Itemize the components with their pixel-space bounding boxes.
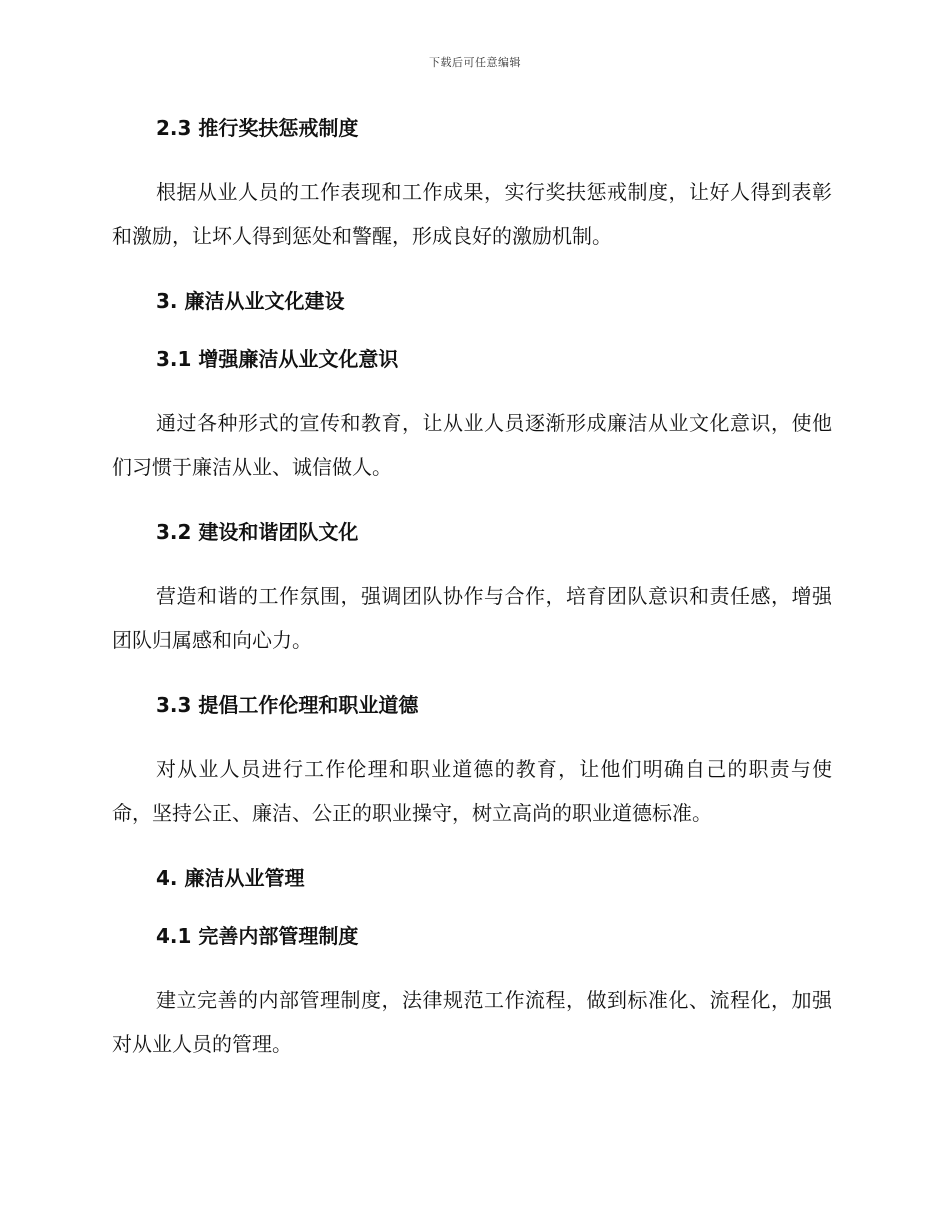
paragraph-reward-punishment: 根据从业人员的工作表现和工作成果，实行奖扶惩戒制度，让好人得到表彰和激励，让坏人得到惩处和警醒，形成良好的激励机制。 [112, 180, 832, 248]
paragraph-work-ethics: 对从业人员进行工作伦理和职业道德的教育，让他们明确自己的职责与使命，坚持公正、廉洁、公正的职业操守，树立高尚的职业道德标准。 [112, 757, 832, 825]
paragraph-team-culture: 营造和谐的工作氛围，强调团队协作与合作，培育团队意识和责任感，增强团队归属感和向心力。 [112, 584, 832, 652]
section-heading-3: 3. 廉洁从业文化建设 [156, 289, 345, 313]
paragraph-integrity-awareness: 通过各种形式的宣传和教育，让从业人员逐渐形成廉洁从业文化意识，使他们习惯于廉洁从业、诚信做人。 [112, 411, 832, 479]
section-heading-4: 4. 廉洁从业管理 [156, 866, 305, 890]
section-heading-3-1: 3.1 增强廉洁从业文化意识 [156, 347, 399, 371]
page-header: 下载后可任意编辑 [429, 56, 521, 69]
section-heading-4-1: 4.1 完善内部管理制度 [156, 924, 359, 948]
paragraph-internal-management: 建立完善的内部管理制度，法律规范工作流程，做到标准化、流程化，加强对从业人员的管理。 [112, 988, 832, 1056]
section-heading-3-2: 3.2 建设和谐团队文化 [156, 520, 359, 544]
section-heading-3-3: 3.3 提倡工作伦理和职业道德 [156, 693, 419, 717]
document-body [112, 113, 832, 1094]
section-heading-2-3: 2.3 推行奖扶惩戒制度 [156, 116, 359, 140]
